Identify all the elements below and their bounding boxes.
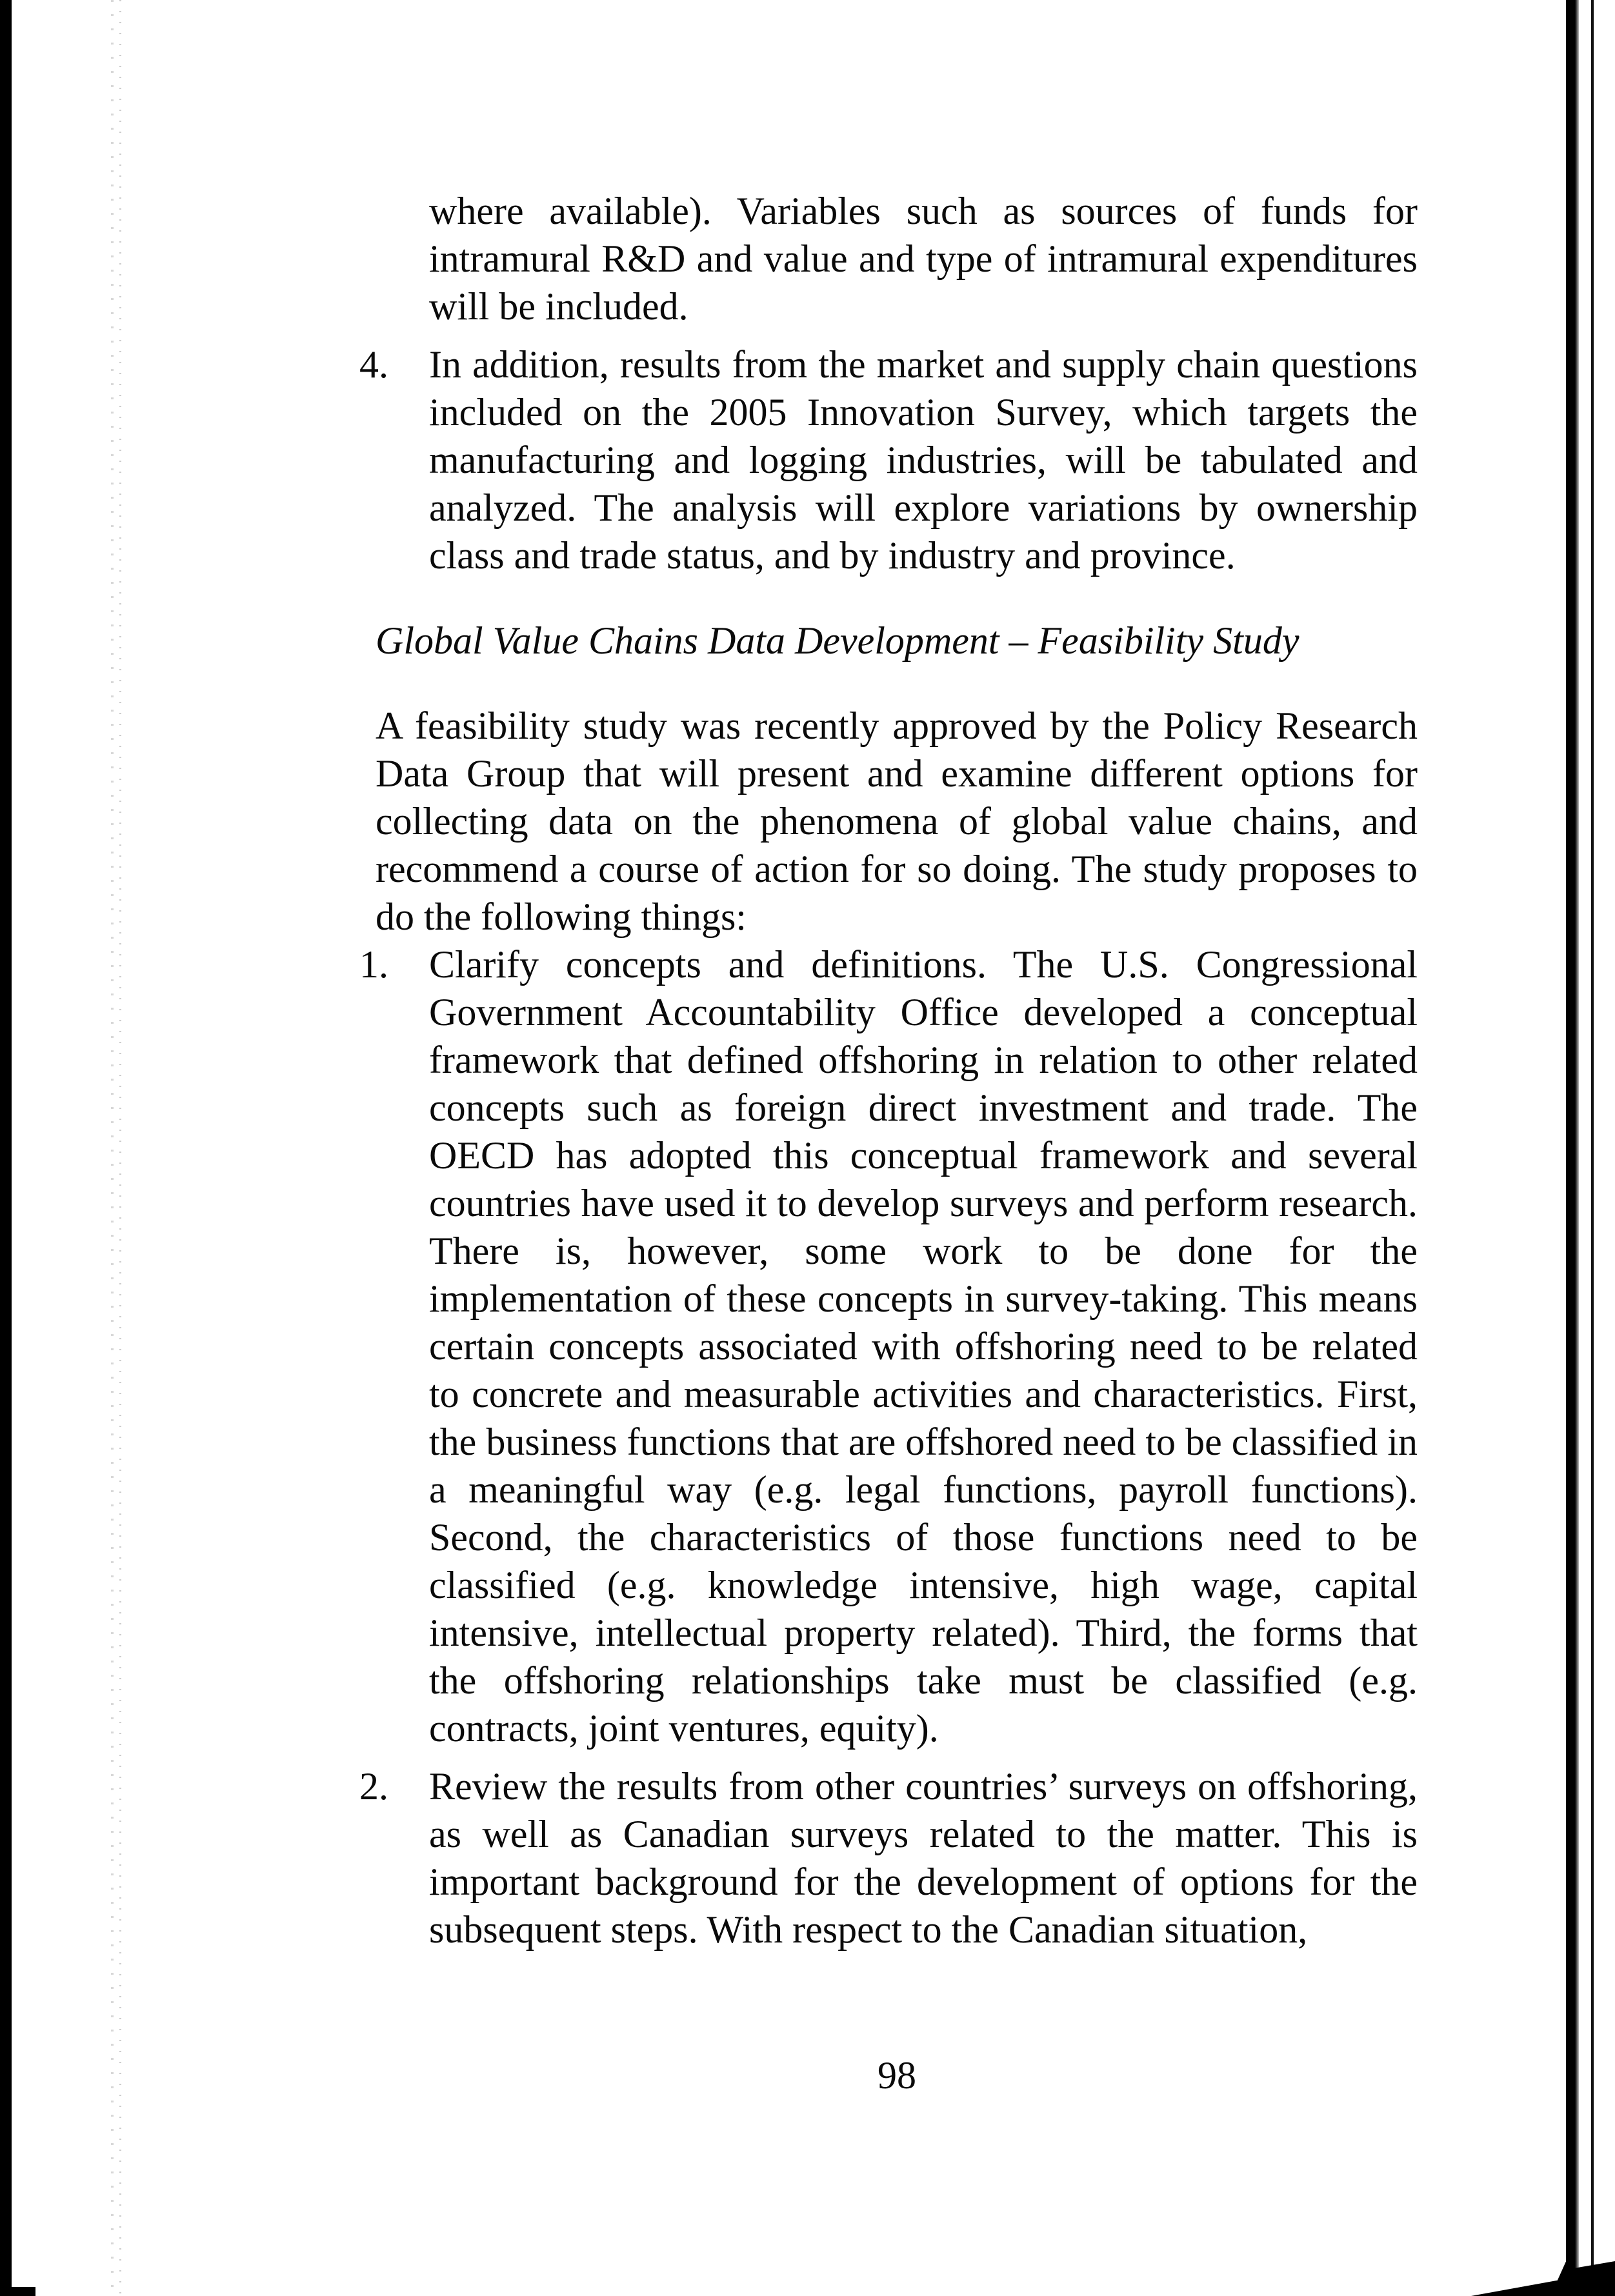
list-number: 4. xyxy=(359,343,388,386)
list-item-2 xyxy=(359,1762,1418,1953)
list-item-text: Clarify concepts and definitions. The U.S. Congressional Government Accountability Office developed a conceptual framework that defined offshoring in relation to other related concepts such as foreign direct investment and trade. The OECD has adopted this conceptual framework and several countries have used it to develop surveys and perform research. There is, however, some work to be done for the implementation of these concepts in survey-taking. This means certain concepts associated with offshoring need to be related to concrete and measurable activities and characteristics. First, the business functions that are offshored need to be classified in a meaningful way (e.g. legal functions, payroll functions). Second, the characteristics of those functions need to be classified (e.g. knowledge intensive, high wage, capital intensive, intellectual property related). Third, the forms that the offshoring relationships take must be classified (e.g. contracts, joint ventures, equity). xyxy=(429,943,1418,1750)
section-heading: Global Value Chains Data Development – Feasibility Study xyxy=(376,619,1299,662)
list-item-text: In addition, results from the market and supply chain questions included on the 2005 Innovation Survey, which targets the manufacturing and logging industries, will be tabulated and analyzed. The analysis will explore variations by ownership class and trade status, and by industry and province. xyxy=(429,343,1418,577)
page-corner-shadow xyxy=(1471,2261,1615,2296)
intro-paragraph: A feasibility study was recently approved by the Policy Research Data Group that will present and examine different options for collecting data on the phenomena of global value chains, and recommend a course of action for so doing. The study proposes to do the following things: xyxy=(376,704,1418,938)
scan-noise-line xyxy=(111,0,114,2296)
list-item-1 xyxy=(359,941,1418,1752)
carryover-paragraph: where available). Variables such as sources of funds for intramural R&D and value and type of intramural expenditures will be included. xyxy=(429,190,1418,328)
page-body xyxy=(359,187,1418,1953)
list-item-4 xyxy=(359,341,1418,579)
list-number: 1. xyxy=(359,943,388,986)
list-item-text: Review the results from other countries’ surveys on offshoring, as well as Canadian surveys related to the matter. This is important background for the development of options for the subsequent steps. With respect to the Canadian situation, xyxy=(429,1765,1418,1951)
scan-left-edge xyxy=(0,0,12,2296)
list-number: 2. xyxy=(359,1765,388,1808)
scan-corner-shadow xyxy=(0,2287,35,2296)
book-binding-edge xyxy=(1591,0,1594,2271)
page-number: 98 xyxy=(878,2054,916,2097)
book-binding-shadow xyxy=(1566,0,1579,2271)
scan-noise-line xyxy=(119,0,121,2296)
